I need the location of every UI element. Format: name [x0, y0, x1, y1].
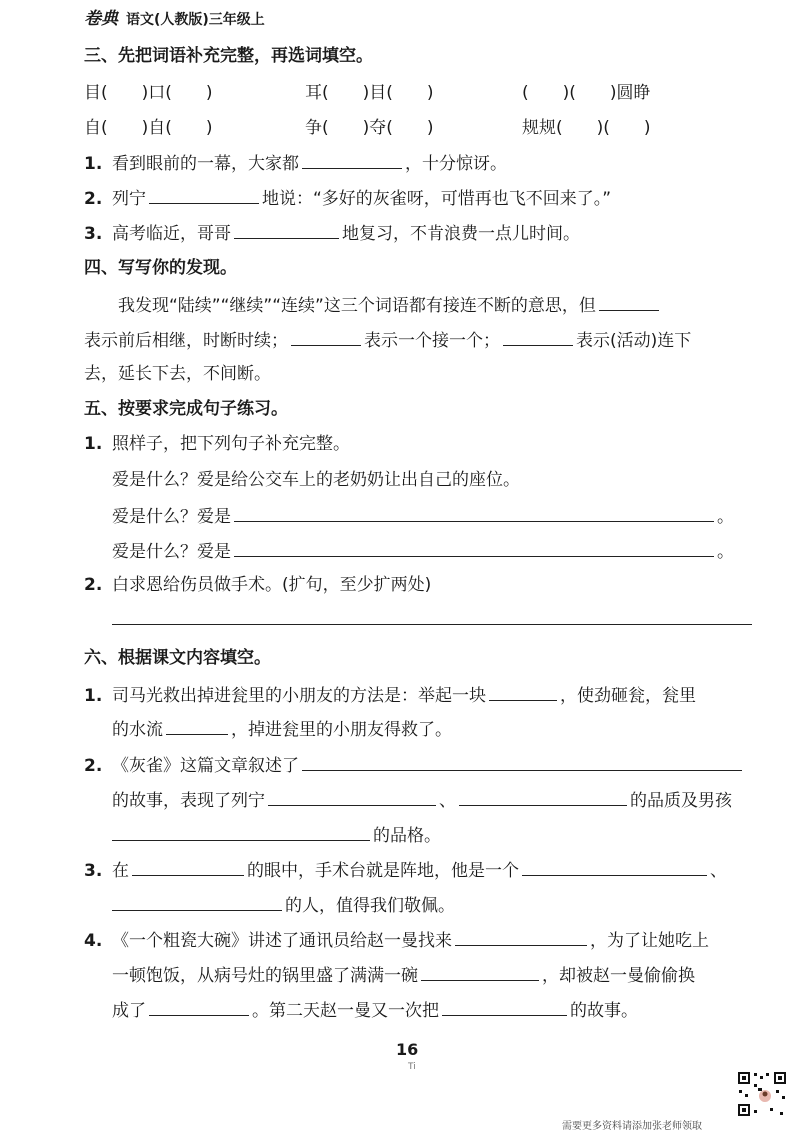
s4-line-2: 表示前后相继，时断时续； 表示一个接一个； 表示(活动)连下 [84, 327, 691, 353]
s3-question-2: 2. 列宁 地说：“多好的灰雀呀，可惜再也飞不回来了。” [84, 185, 611, 211]
s6-question-3-cont: 的人，值得我们敬佩。 [112, 892, 455, 918]
word-blank-6: 规规( )( ) [522, 118, 651, 138]
fill-blank[interactable] [522, 857, 707, 876]
answer-line[interactable] [112, 624, 752, 625]
s3-question-1: 1. 看到眼前的一幕，大家都 ，十分惊讶。 [84, 150, 507, 176]
fill-blank[interactable] [132, 857, 244, 876]
s6-question-2: 2. 《灰雀》这篇文章叙述了 [84, 752, 745, 778]
fill-blank[interactable] [442, 997, 567, 1016]
s6-question-2-cont: 的故事，表现了列宁 、 的品质及男孩 [112, 787, 732, 813]
s6-question-2-end: 的品格。 [112, 822, 441, 848]
s3-question-3: 3. 高考临近，哥哥 地复习，不肯浪费一点儿时间。 [84, 220, 580, 246]
fill-blank[interactable] [149, 185, 259, 204]
fill-blank[interactable] [234, 220, 339, 239]
fill-blank[interactable] [268, 787, 436, 806]
section-3-title: 三、先把词语补充完整，再选词填空。 [84, 46, 373, 66]
fill-blank[interactable] [166, 716, 228, 735]
fill-blank[interactable] [459, 787, 627, 806]
s5-answer-2: 爱是什么？爱是 。 [112, 538, 734, 564]
s6-question-1: 1. 司马光救出掉进瓮里的小朋友的方法是：举起一块 ，使劲砸瓮，瓮里 [84, 682, 696, 708]
fill-blank[interactable] [234, 538, 714, 557]
fill-blank[interactable] [112, 822, 370, 841]
s6-question-3: 3. 在 的眼中，手术台就是阵地，他是一个 、 [84, 857, 727, 883]
fill-blank[interactable] [112, 892, 282, 911]
s6-question-1-cont: 的水流 ，掉进瓮里的小朋友得救了。 [112, 716, 452, 742]
section-5-title: 五、按要求完成句子练习。 [84, 399, 288, 419]
fill-blank[interactable] [421, 962, 539, 981]
page-mark: Ti [408, 1062, 416, 1072]
question-number: 4. [84, 931, 103, 951]
qr-code-icon [736, 1070, 788, 1118]
fill-blank[interactable] [149, 997, 249, 1016]
question-number: 1. [84, 154, 103, 174]
s6-question-4-cont: 一顿饱饭，从病号灶的锅里盛了满满一碗 ，却被赵一曼偷偷换 [112, 962, 695, 988]
question-number: 3. [84, 224, 103, 244]
fill-blank[interactable] [302, 752, 742, 771]
fill-blank[interactable] [455, 927, 587, 946]
fill-blank[interactable] [291, 327, 361, 346]
fill-blank[interactable] [489, 682, 557, 701]
s6-question-4: 4. 《一个粗瓷大碗》讲述了通讯员给赵一曼找来 ，为了让她吃上 [84, 927, 709, 953]
word-blank-3: ( )( )圆睁 [522, 83, 651, 103]
question-number: 1. [84, 434, 103, 454]
brand-logo: 卷典 [84, 9, 118, 29]
s5-question-2: 2. 白求恩给伤员做手术。(扩句，至少扩两处) [84, 575, 432, 595]
s4-line-1: 我发现“陆续”“继续”“连续”这三个词语都有接连不断的意思，但 [118, 292, 662, 318]
section-6-title: 六、根据课文内容填空。 [84, 648, 271, 668]
fill-blank[interactable] [599, 292, 659, 311]
question-number: 2. [84, 575, 103, 595]
s4-line-3: 去，延长下去，不间断。 [84, 364, 271, 384]
question-number: 2. [84, 756, 103, 776]
page-header [84, 4, 265, 29]
word-blank-1: 目( )口( ) [84, 83, 213, 103]
word-blank-4: 自( )自( ) [84, 118, 213, 138]
question-number: 1. [84, 686, 103, 706]
fill-blank[interactable] [302, 150, 402, 169]
word-blank-2: 耳( )目( ) [305, 83, 434, 103]
s5-question-1: 1. 照样子，把下列句子补充完整。 [84, 434, 350, 454]
section-4-title: 四、写写你的发现。 [84, 258, 237, 278]
s6-question-4-end: 成了 。第二天赵一曼又一次把 的故事。 [112, 997, 638, 1023]
footer-note: 需要更多资料请添加张老师领取 [562, 1121, 702, 1132]
page-number: 16 [396, 1040, 419, 1059]
subject-label: 语文(人教版)三年级上 [126, 12, 265, 28]
fill-blank[interactable] [234, 503, 714, 522]
s5-example: 爱是什么？爱是给公交车上的老奶奶让出自己的座位。 [112, 470, 520, 490]
s5-answer-1: 爱是什么？爱是 。 [112, 503, 734, 529]
question-number: 3. [84, 861, 103, 881]
fill-blank[interactable] [503, 327, 573, 346]
question-number: 2. [84, 189, 103, 209]
word-blank-5: 争( )夺( ) [305, 118, 434, 138]
